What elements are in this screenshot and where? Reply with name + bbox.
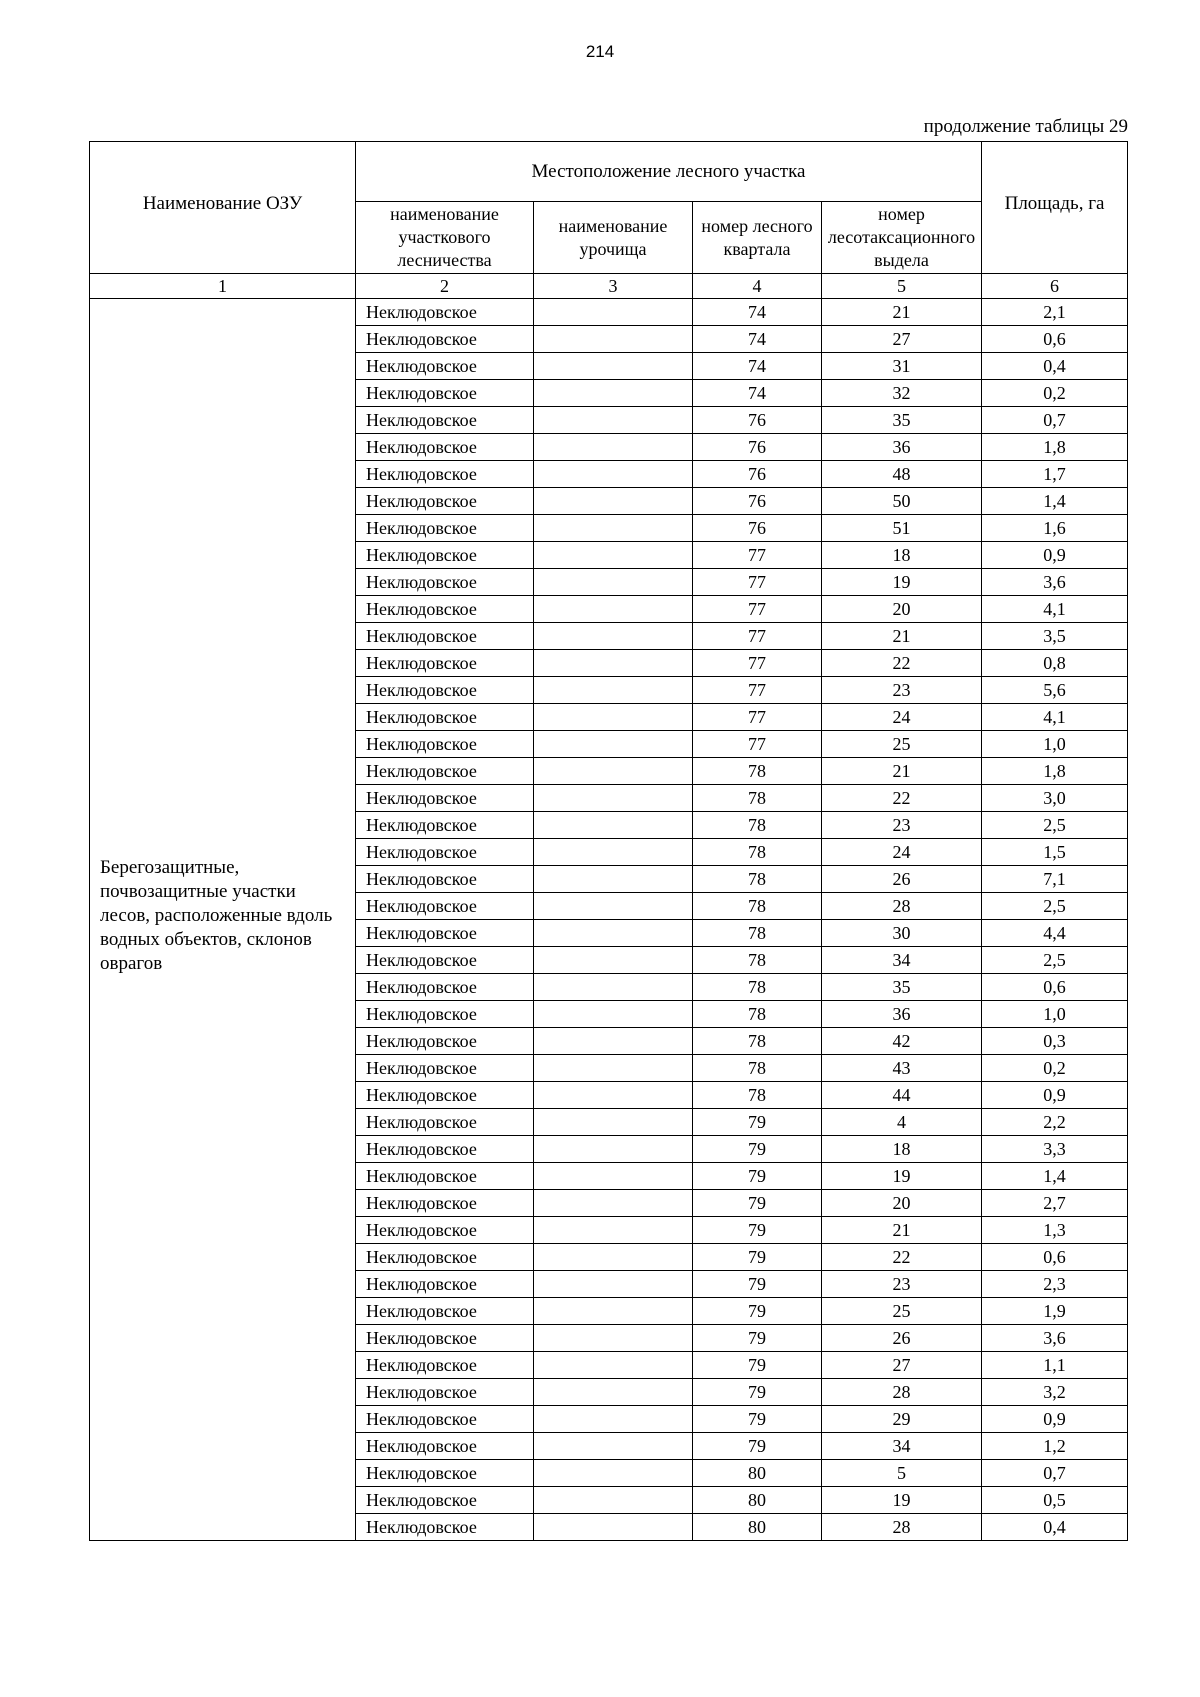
cell-quarter: 79 xyxy=(693,1244,822,1271)
cell-forestry: Неклюдовское xyxy=(356,677,534,704)
cell-tract xyxy=(534,569,693,596)
cell-area: 7,1 xyxy=(982,866,1128,893)
cell-allotment: 42 xyxy=(822,1028,982,1055)
table-body xyxy=(90,299,1128,1541)
cell-tract xyxy=(534,866,693,893)
cell-tract xyxy=(534,623,693,650)
cell-area: 2,5 xyxy=(982,893,1128,920)
cell-quarter: 79 xyxy=(693,1217,822,1244)
cell-forestry: Неклюдовское xyxy=(356,1217,534,1244)
cell-forestry: Неклюдовское xyxy=(356,650,534,677)
cell-tract xyxy=(534,1433,693,1460)
cell-tract xyxy=(534,1055,693,1082)
cell-quarter: 77 xyxy=(693,677,822,704)
header-forestry-name: наименование участкового лесничества xyxy=(356,202,534,274)
column-number: 3 xyxy=(534,274,693,299)
cell-area: 5,6 xyxy=(982,677,1128,704)
cell-quarter: 78 xyxy=(693,758,822,785)
cell-area: 1,2 xyxy=(982,1433,1128,1460)
cell-allotment: 22 xyxy=(822,1244,982,1271)
cell-forestry: Неклюдовское xyxy=(356,704,534,731)
cell-tract xyxy=(534,1352,693,1379)
cell-quarter: 79 xyxy=(693,1433,822,1460)
cell-allotment: 21 xyxy=(822,299,982,326)
cell-forestry: Неклюдовское xyxy=(356,1460,534,1487)
cell-tract xyxy=(534,920,693,947)
cell-forestry: Неклюдовское xyxy=(356,515,534,542)
cell-allotment: 24 xyxy=(822,839,982,866)
cell-forestry: Неклюдовское xyxy=(356,488,534,515)
cell-allotment: 27 xyxy=(822,1352,982,1379)
cell-quarter: 74 xyxy=(693,299,822,326)
cell-area: 0,7 xyxy=(982,407,1128,434)
cell-quarter: 77 xyxy=(693,596,822,623)
cell-area: 2,1 xyxy=(982,299,1128,326)
cell-allotment: 43 xyxy=(822,1055,982,1082)
cell-quarter: 78 xyxy=(693,920,822,947)
page-number: 214 xyxy=(585,42,615,61)
cell-allotment: 19 xyxy=(822,569,982,596)
cell-tract xyxy=(534,515,693,542)
cell-area: 0,7 xyxy=(982,1460,1128,1487)
cell-forestry: Неклюдовское xyxy=(356,731,534,758)
cell-quarter: 78 xyxy=(693,1028,822,1055)
cell-quarter: 79 xyxy=(693,1379,822,1406)
cell-quarter: 78 xyxy=(693,812,822,839)
cell-tract xyxy=(534,947,693,974)
cell-allotment: 21 xyxy=(822,758,982,785)
cell-forestry: Неклюдовское xyxy=(356,812,534,839)
cell-tract xyxy=(534,326,693,353)
cell-forestry: Неклюдовское xyxy=(356,866,534,893)
cell-area: 1,5 xyxy=(982,839,1128,866)
cell-forestry: Неклюдовское xyxy=(356,299,534,326)
cell-quarter: 78 xyxy=(693,785,822,812)
header-tract-name: наименование урочища xyxy=(534,202,693,274)
cell-allotment: 23 xyxy=(822,677,982,704)
cell-quarter: 79 xyxy=(693,1298,822,1325)
cell-forestry: Неклюдовское xyxy=(356,1433,534,1460)
cell-quarter: 74 xyxy=(693,353,822,380)
cell-forestry: Неклюдовское xyxy=(356,1298,534,1325)
cell-allotment: 51 xyxy=(822,515,982,542)
cell-tract xyxy=(534,812,693,839)
cell-forestry: Неклюдовское xyxy=(356,380,534,407)
cell-area: 4,1 xyxy=(982,704,1128,731)
cell-area: 0,3 xyxy=(982,1028,1128,1055)
cell-tract xyxy=(534,380,693,407)
cell-quarter: 80 xyxy=(693,1514,822,1541)
cell-tract xyxy=(534,1082,693,1109)
cell-tract xyxy=(534,434,693,461)
cell-forestry: Неклюдовское xyxy=(356,434,534,461)
cell-area: 0,9 xyxy=(982,542,1128,569)
column-number: 1 xyxy=(90,274,356,299)
cell-forestry: Неклюдовское xyxy=(356,1244,534,1271)
cell-forestry: Неклюдовское xyxy=(356,326,534,353)
cell-allotment: 26 xyxy=(822,866,982,893)
cell-forestry: Неклюдовское xyxy=(356,947,534,974)
cell-area: 0,2 xyxy=(982,1055,1128,1082)
cell-quarter: 79 xyxy=(693,1352,822,1379)
cell-allotment: 31 xyxy=(822,353,982,380)
cell-allotment: 30 xyxy=(822,920,982,947)
cell-tract xyxy=(534,1379,693,1406)
cell-allotment: 5 xyxy=(822,1460,982,1487)
cell-tract xyxy=(534,1136,693,1163)
cell-forestry: Неклюдовское xyxy=(356,893,534,920)
cell-area: 2,2 xyxy=(982,1109,1128,1136)
cell-quarter: 79 xyxy=(693,1163,822,1190)
cell-area: 1,6 xyxy=(982,515,1128,542)
cell-allotment: 23 xyxy=(822,812,982,839)
cell-quarter: 80 xyxy=(693,1487,822,1514)
cell-allotment: 48 xyxy=(822,461,982,488)
cell-tract xyxy=(534,1271,693,1298)
cell-quarter: 78 xyxy=(693,893,822,920)
cell-area: 1,8 xyxy=(982,758,1128,785)
cell-forestry: Неклюдовское xyxy=(356,1379,534,1406)
cell-allotment: 24 xyxy=(822,704,982,731)
cell-area: 2,5 xyxy=(982,812,1128,839)
cell-area: 1,0 xyxy=(982,1001,1128,1028)
cell-quarter: 78 xyxy=(693,947,822,974)
cell-area: 0,2 xyxy=(982,380,1128,407)
cell-quarter: 78 xyxy=(693,866,822,893)
cell-area: 1,4 xyxy=(982,488,1128,515)
cell-quarter: 80 xyxy=(693,1460,822,1487)
cell-area: 1,4 xyxy=(982,1163,1128,1190)
cell-quarter: 77 xyxy=(693,623,822,650)
column-number: 4 xyxy=(693,274,822,299)
cell-quarter: 78 xyxy=(693,839,822,866)
cell-quarter: 79 xyxy=(693,1406,822,1433)
cell-allotment: 25 xyxy=(822,731,982,758)
column-number: 2 xyxy=(356,274,534,299)
cell-allotment: 25 xyxy=(822,1298,982,1325)
cell-area: 3,2 xyxy=(982,1379,1128,1406)
cell-forestry: Неклюдовское xyxy=(356,461,534,488)
cell-allotment: 20 xyxy=(822,596,982,623)
cell-forestry: Неклюдовское xyxy=(356,542,534,569)
cell-tract xyxy=(534,650,693,677)
cell-tract xyxy=(534,1109,693,1136)
cell-area: 3,6 xyxy=(982,1325,1128,1352)
column-number: 5 xyxy=(822,274,982,299)
cell-quarter: 79 xyxy=(693,1109,822,1136)
header-ozu-name: Наименование ОЗУ xyxy=(90,142,356,274)
cell-forestry: Неклюдовское xyxy=(356,407,534,434)
cell-area: 0,6 xyxy=(982,974,1128,1001)
cell-tract xyxy=(534,1514,693,1541)
cell-quarter: 76 xyxy=(693,515,822,542)
cell-forestry: Неклюдовское xyxy=(356,920,534,947)
cell-allotment: 44 xyxy=(822,1082,982,1109)
cell-tract xyxy=(534,1244,693,1271)
cell-forestry: Неклюдовское xyxy=(356,1028,534,1055)
cell-forestry: Неклюдовское xyxy=(356,839,534,866)
forest-plots-table xyxy=(89,141,1128,1541)
cell-forestry: Неклюдовское xyxy=(356,1190,534,1217)
cell-forestry: Неклюдовское xyxy=(356,785,534,812)
cell-allotment: 22 xyxy=(822,785,982,812)
cell-tract xyxy=(534,1028,693,1055)
cell-tract xyxy=(534,542,693,569)
cell-tract xyxy=(534,839,693,866)
cell-allotment: 20 xyxy=(822,1190,982,1217)
cell-allotment: 29 xyxy=(822,1406,982,1433)
cell-tract xyxy=(534,785,693,812)
cell-forestry: Неклюдовское xyxy=(356,1271,534,1298)
cell-allotment: 28 xyxy=(822,1514,982,1541)
cell-tract xyxy=(534,1325,693,1352)
cell-area: 1,0 xyxy=(982,731,1128,758)
cell-forestry: Неклюдовское xyxy=(356,1352,534,1379)
cell-tract xyxy=(534,353,693,380)
cell-allotment: 22 xyxy=(822,650,982,677)
cell-allotment: 35 xyxy=(822,974,982,1001)
cell-forestry: Неклюдовское xyxy=(356,1325,534,1352)
cell-tract xyxy=(534,1487,693,1514)
header-area: Площадь, га xyxy=(982,142,1128,274)
cell-tract xyxy=(534,488,693,515)
cell-tract xyxy=(534,677,693,704)
cell-area: 3,0 xyxy=(982,785,1128,812)
cell-forestry: Неклюдовское xyxy=(356,1406,534,1433)
cell-forestry: Неклюдовское xyxy=(356,1514,534,1541)
cell-tract xyxy=(534,1406,693,1433)
cell-tract xyxy=(534,1298,693,1325)
cell-forestry: Неклюдовское xyxy=(356,1001,534,1028)
cell-forestry: Неклюдовское xyxy=(356,1109,534,1136)
header-quarter-number: номер лесного квартала xyxy=(693,202,822,274)
cell-area: 2,5 xyxy=(982,947,1128,974)
cell-forestry: Неклюдовское xyxy=(356,1136,534,1163)
cell-area: 4,1 xyxy=(982,596,1128,623)
cell-tract xyxy=(534,1163,693,1190)
cell-quarter: 77 xyxy=(693,731,822,758)
cell-quarter: 79 xyxy=(693,1325,822,1352)
cell-tract xyxy=(534,704,693,731)
cell-tract xyxy=(534,731,693,758)
cell-tract xyxy=(534,407,693,434)
cell-tract xyxy=(534,893,693,920)
cell-tract xyxy=(534,1001,693,1028)
cell-quarter: 79 xyxy=(693,1136,822,1163)
cell-quarter: 78 xyxy=(693,1082,822,1109)
cell-area: 0,5 xyxy=(982,1487,1128,1514)
cell-area: 0,8 xyxy=(982,650,1128,677)
cell-area: 1,3 xyxy=(982,1217,1128,1244)
cell-quarter: 77 xyxy=(693,542,822,569)
cell-quarter: 76 xyxy=(693,488,822,515)
cell-tract xyxy=(534,596,693,623)
cell-allotment: 4 xyxy=(822,1109,982,1136)
cell-area: 1,9 xyxy=(982,1298,1128,1325)
ozu-category-label: Берегозащитные, почвозащитные участки лесов, расположенные вдоль водных объектов, склонов оврагов xyxy=(90,299,356,1541)
table-row xyxy=(90,299,1128,326)
cell-quarter: 79 xyxy=(693,1271,822,1298)
cell-quarter: 76 xyxy=(693,407,822,434)
cell-area: 0,9 xyxy=(982,1406,1128,1433)
cell-tract xyxy=(534,299,693,326)
cell-forestry: Неклюдовское xyxy=(356,569,534,596)
cell-quarter: 77 xyxy=(693,569,822,596)
header-location: Местоположение лесного участка xyxy=(356,142,982,202)
cell-quarter: 78 xyxy=(693,1001,822,1028)
cell-quarter: 78 xyxy=(693,974,822,1001)
header-allotment-number: номер лесотаксационного выдела xyxy=(822,202,982,274)
cell-forestry: Неклюдовское xyxy=(356,623,534,650)
cell-quarter: 78 xyxy=(693,1055,822,1082)
cell-area: 0,9 xyxy=(982,1082,1128,1109)
cell-area: 1,8 xyxy=(982,434,1128,461)
cell-allotment: 21 xyxy=(822,1217,982,1244)
cell-allotment: 28 xyxy=(822,1379,982,1406)
cell-forestry: Неклюдовское xyxy=(356,1082,534,1109)
cell-quarter: 76 xyxy=(693,461,822,488)
cell-area: 1,7 xyxy=(982,461,1128,488)
cell-quarter: 77 xyxy=(693,650,822,677)
cell-allotment: 50 xyxy=(822,488,982,515)
cell-allotment: 21 xyxy=(822,623,982,650)
cell-forestry: Неклюдовское xyxy=(356,353,534,380)
cell-allotment: 32 xyxy=(822,380,982,407)
cell-area: 3,3 xyxy=(982,1136,1128,1163)
cell-forestry: Неклюдовское xyxy=(356,596,534,623)
cell-forestry: Неклюдовское xyxy=(356,1163,534,1190)
cell-area: 3,5 xyxy=(982,623,1128,650)
cell-forestry: Неклюдовское xyxy=(356,974,534,1001)
cell-allotment: 18 xyxy=(822,1136,982,1163)
cell-allotment: 28 xyxy=(822,893,982,920)
cell-quarter: 79 xyxy=(693,1190,822,1217)
cell-allotment: 36 xyxy=(822,1001,982,1028)
cell-forestry: Неклюдовское xyxy=(356,1055,534,1082)
cell-forestry: Неклюдовское xyxy=(356,758,534,785)
cell-allotment: 36 xyxy=(822,434,982,461)
cell-tract xyxy=(534,461,693,488)
cell-allotment: 26 xyxy=(822,1325,982,1352)
table-continuation-label: продолжение таблицы 29 xyxy=(923,116,1128,137)
cell-area: 1,1 xyxy=(982,1352,1128,1379)
cell-area: 2,3 xyxy=(982,1271,1128,1298)
cell-forestry: Неклюдовское xyxy=(356,1487,534,1514)
cell-allotment: 34 xyxy=(822,947,982,974)
cell-allotment: 19 xyxy=(822,1487,982,1514)
cell-allotment: 34 xyxy=(822,1433,982,1460)
cell-area: 4,4 xyxy=(982,920,1128,947)
cell-tract xyxy=(534,1217,693,1244)
cell-area: 2,7 xyxy=(982,1190,1128,1217)
cell-area: 0,4 xyxy=(982,353,1128,380)
cell-tract xyxy=(534,1190,693,1217)
cell-area: 0,6 xyxy=(982,1244,1128,1271)
cell-area: 0,6 xyxy=(982,326,1128,353)
cell-quarter: 77 xyxy=(693,704,822,731)
column-number: 6 xyxy=(982,274,1128,299)
cell-quarter: 74 xyxy=(693,380,822,407)
cell-quarter: 76 xyxy=(693,434,822,461)
cell-quarter: 74 xyxy=(693,326,822,353)
cell-tract xyxy=(534,974,693,1001)
cell-area: 0,4 xyxy=(982,1514,1128,1541)
cell-allotment: 18 xyxy=(822,542,982,569)
cell-tract xyxy=(534,758,693,785)
cell-allotment: 19 xyxy=(822,1163,982,1190)
cell-allotment: 23 xyxy=(822,1271,982,1298)
cell-tract xyxy=(534,1460,693,1487)
cell-allotment: 27 xyxy=(822,326,982,353)
cell-area: 3,6 xyxy=(982,569,1128,596)
cell-allotment: 35 xyxy=(822,407,982,434)
